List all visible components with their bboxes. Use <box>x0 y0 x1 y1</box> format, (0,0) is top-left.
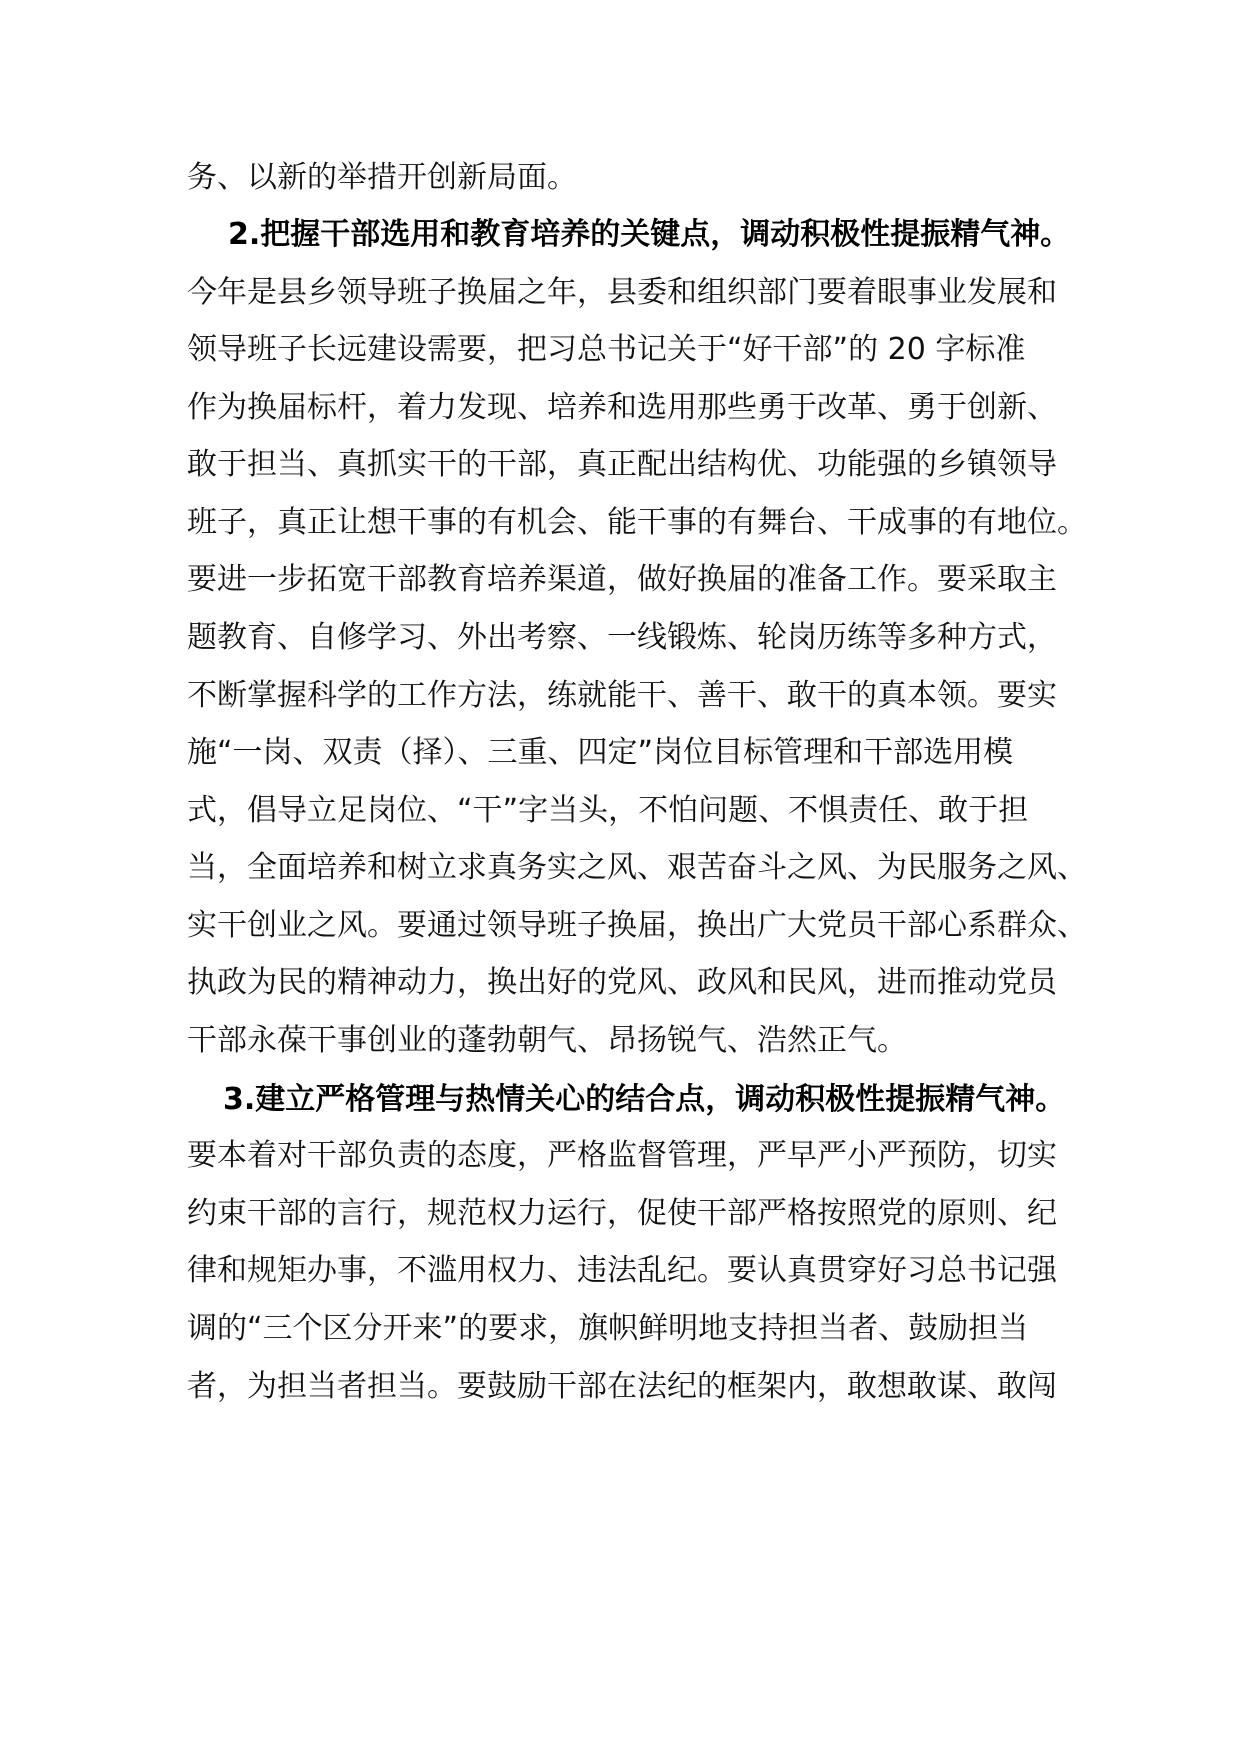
paragraph-line: 律和规矩办事，不滥用权力、违法乱纪。要认真贯穿好习总书记强 <box>187 1253 1057 1288</box>
paragraph-line: 执政为民的精神动力，换出好的党风、政风和民风，进而推动党员 <box>187 965 1057 1000</box>
paragraph-line: 敢于担当、真抓实干的干部，真正配出结构优、功能强的乡镇领导 <box>187 447 1057 482</box>
paragraph-line: 要本着对干部负责的态度，严格监督管理，严早严小严预防，切实 <box>187 1138 1057 1173</box>
paragraph-line: 干部永葆干事创业的蓬勃朝气、昂扬锐气、浩然正气。 <box>187 1023 907 1058</box>
paragraph-line: 当，全面培养和树立求真务实之风、艰苦奋斗之风、为民服务之风、 <box>187 850 1087 885</box>
paragraph-line: 式，倡导立足岗位、“干”字当头，不怕问题、不惧责任、敢于担 <box>187 793 1029 828</box>
paragraph-line: 领导班子长远建设需要，把习总书记关于“好干部”的 20 字标准 <box>187 332 1026 367</box>
paragraph-line: 作为换届标杆，着力发现、培养和选用那些勇于改革、勇于创新、 <box>187 390 1057 425</box>
paragraph-line: 今年是县乡领导班子换届之年，县委和组织部门要着眼事业发展和 <box>187 275 1057 310</box>
section-heading-2: 2.把握干部选用和教育培养的关键点，调动积极性提振精气神。 <box>228 217 1071 252</box>
paragraph-line: 施“一岗、双责（择）、三重、四定”岗位目标管理和干部选用模 <box>187 735 1014 770</box>
paragraph-line: 要进一步拓宽干部教育培养渠道，做好换届的准备工作。要采取主 <box>187 562 1057 597</box>
paragraph-line: 实干创业之风。要通过领导班子换届，换出广大党员干部心系群众、 <box>187 908 1087 943</box>
paragraph-line: 者，为担当者担当。要鼓励干部在法纪的框架内，敢想敢谋、敢闯 <box>187 1369 1057 1404</box>
section-heading-3: 3.建立严格管理与热情关心的结合点，调动积极性提振精气神。 <box>223 1082 1066 1117</box>
paragraph-line: 不断掌握科学的工作方法，练就能干、善干、敢干的真本领。要实 <box>187 678 1057 713</box>
paragraph-line: 调的“三个区分开来”的要求，旗帜鲜明地支持担当者、鼓励担当 <box>187 1311 1029 1346</box>
paragraph-line: 约束干部的言行，规范权力运行，促使干部严格按照党的原则、纪 <box>187 1196 1057 1231</box>
paragraph-line: 题教育、自修学习、外出考察、一线锻炼、轮岗历练等多种方式， <box>187 620 1057 655</box>
paragraph-line: 务、以新的举措开创新局面。 <box>187 160 577 195</box>
paragraph-line: 班子，真正让想干事的有机会、能干事的有舞台、干成事的有地位。 <box>187 505 1087 540</box>
